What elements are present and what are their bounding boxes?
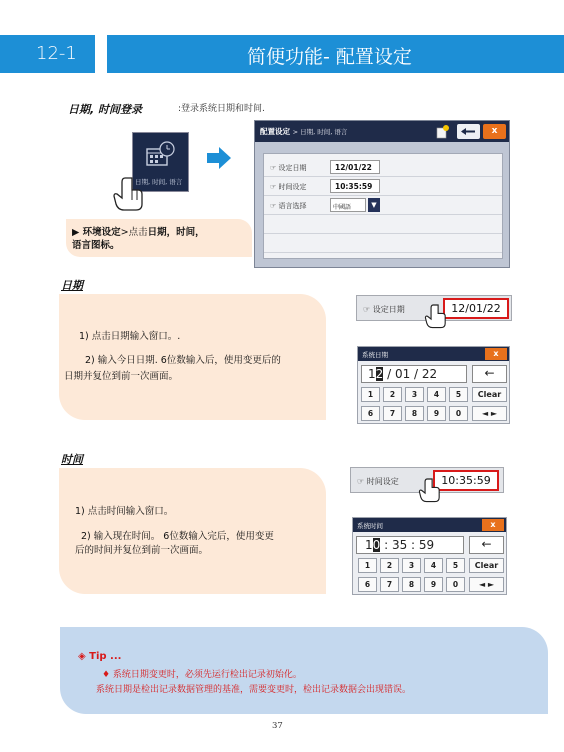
time-key-4[interactable]: 4 [424,558,443,573]
date-key-8[interactable]: 8 [405,406,424,421]
time-key-9[interactable]: 9 [424,577,443,592]
instruction-box [66,219,252,257]
date-clear-button[interactable]: Clear [472,387,507,402]
intro-heading: 日期, 时间登录 [68,103,143,116]
date-key-6[interactable]: 6 [361,406,380,421]
date-keypad [357,346,510,424]
date-key-5[interactable]: 5 [449,387,468,402]
date-heading: 日期 [61,279,83,292]
section-number-band [0,35,95,73]
setting-value-time[interactable]: 10:35:59 [330,179,380,193]
setting-label-date: ☞ 设定日期 [270,164,307,172]
settings-window-title: 配置设定 > 日期, 时间, 语言 [260,127,348,136]
settings-window-titlebar [255,121,509,142]
time-cursor: 0 [372,538,381,552]
time-keypad-display: 10 : 35 : 59 [356,536,464,554]
date-key-9[interactable]: 9 [427,406,446,421]
setting-value-date[interactable]: 12/01/22 [330,160,380,174]
date-steps-box [59,294,326,420]
setting-row-time[interactable] [264,177,502,196]
language-select[interactable]: 中國語 [330,198,366,212]
settings-back-button[interactable] [457,124,480,139]
pointing-hand-icon [418,477,442,505]
date-field-label: ☞ 设定日期 [363,305,405,314]
tip-box [60,627,548,714]
date-key-2[interactable]: 2 [383,387,402,402]
time-key-8[interactable]: 8 [402,577,421,592]
date-keypad-close-button[interactable]: x [485,348,507,360]
date-input[interactable]: 12/01/22 [443,298,509,319]
note-lightbulb-icon [431,124,454,139]
settings-close-button[interactable]: x [483,124,506,139]
date-cursor: 2 [375,367,384,381]
time-input[interactable]: 10:35:59 [433,470,499,491]
time-step1: 1) 点击时间输入窗口。 [75,506,174,517]
setting-label-language: ☞ 语言选择 [270,202,307,210]
section-title: 简便功能- 配置设定 [247,46,412,68]
tip-heading: ◈ Tip ... [78,651,122,662]
time-keypad-close-button[interactable]: x [482,519,504,531]
time-step2-line2: 后的时间并复位到前一次画面。 [75,545,209,556]
time-heading: 时间 [61,453,83,466]
time-keypad-titlebar [353,518,506,532]
tip-line2: 系统日期是检出记录数据管理的基准，需要变更时，检出记录数据会出现错误。 [96,685,412,695]
date-keypad-titlebar [358,347,509,361]
setting-row-date[interactable] [264,158,502,177]
date-backspace-button[interactable]: ← [472,365,507,383]
setting-label-time: ☞ 时间设定 [270,183,307,191]
icon-tile-label: 日期, 时间, 语言 [135,178,183,186]
date-key-3[interactable]: 3 [405,387,424,402]
date-key-0[interactable]: 0 [449,406,468,421]
page-number: 37 [272,721,283,731]
time-key-5[interactable]: 5 [446,558,465,573]
date-keypad-title: 系统日期 [362,351,388,359]
settings-window [254,120,510,268]
date-step2-line2: 日期并复位到前一次画面。 [64,371,179,382]
section-number: 12-1 [36,43,77,64]
time-backspace-button[interactable]: ← [469,536,504,554]
time-key-1[interactable]: 1 [358,558,377,573]
dropdown-arrow-icon[interactable]: ▼ [368,198,380,212]
date-keypad-display: 12 / 01 / 22 [361,365,467,383]
time-key-2[interactable]: 2 [380,558,399,573]
pointing-hand-icon [424,303,448,331]
date-step2-line1: 2) 输入今日日期. 6位数输入后，使用变更后的 [85,355,281,366]
time-nav-arrows-button[interactable]: ◄ ► [469,577,504,592]
date-key-7[interactable]: 7 [383,406,402,421]
tip-line1: ♦ 系统日期变更时，必须先运行检出记录初始化。 [102,670,302,680]
right-arrow-icon [207,147,231,169]
back-arrow-icon [457,124,480,139]
time-steps-box [59,468,326,594]
time-keypad [352,517,507,595]
date-nav-arrows-button[interactable]: ◄ ► [472,406,507,421]
time-step2-line1: 2) 输入现在时间。 6位数输入完后，使用变更 [81,531,274,542]
time-clear-button[interactable]: Clear [469,558,504,573]
time-keypad-title: 系统时间 [357,522,383,530]
settings-help-button[interactable] [431,124,454,139]
setting-row-language[interactable] [264,196,502,215]
date-key-4[interactable]: 4 [427,387,446,402]
time-key-0[interactable]: 0 [446,577,465,592]
pointing-hand-icon [112,176,146,214]
time-field-label: ☞ 时间设定 [357,477,399,486]
setting-row-empty-2 [264,234,502,253]
date-key-1[interactable]: 1 [361,387,380,402]
time-key-6[interactable]: 6 [358,577,377,592]
setting-row-empty-1 [264,215,502,234]
intro-description: :登录系统日期和时间. [178,104,265,114]
time-key-7[interactable]: 7 [380,577,399,592]
instruction-text: ▶ 环境设定>点击日期，时间， 语言图标。 [72,227,205,251]
time-key-3[interactable]: 3 [402,558,421,573]
calendar-clock-icon [145,141,175,167]
section-title-band [107,35,564,73]
settings-list [263,153,503,259]
date-step1: 1) 点击日期输入窗口。. [79,331,181,342]
